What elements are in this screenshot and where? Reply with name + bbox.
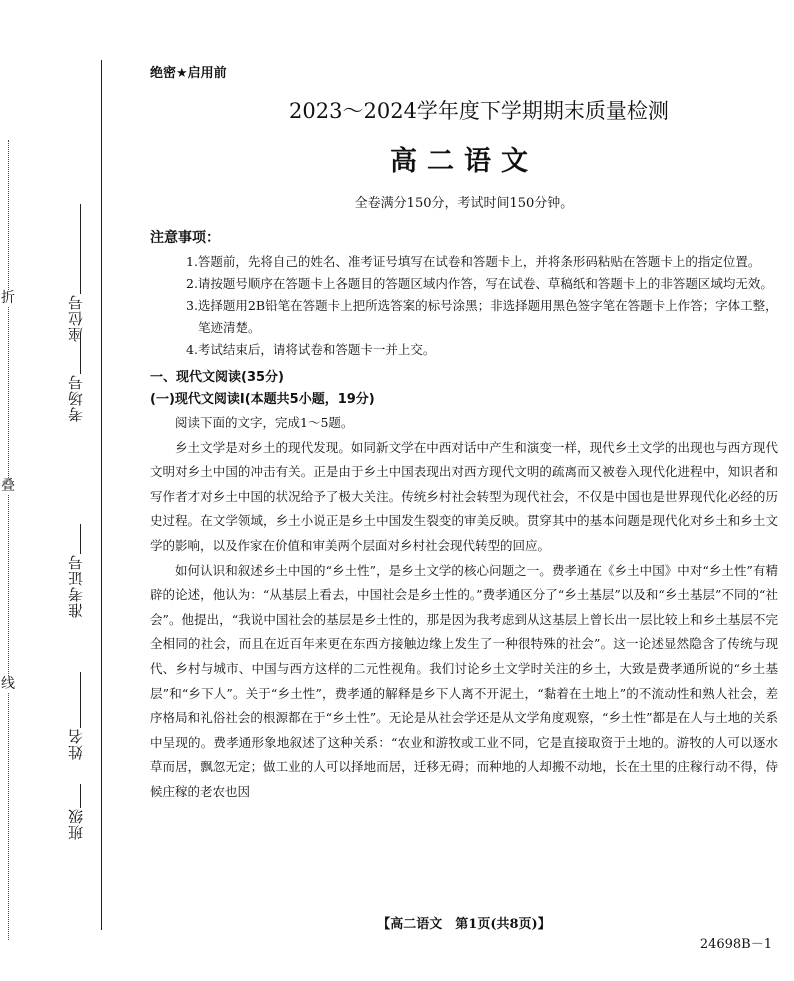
exam-info: 全卷满分150分，考试时间150分钟。 — [354, 196, 574, 211]
class-field[interactable] — [55, 780, 95, 840]
note-item: 4.考试结束后，请将试卷和答题卡一并上交。 — [186, 342, 436, 357]
exam-page — [150, 62, 778, 805]
passage-paragraph: 乡土文学是对乡土的现代发现。如同新文学在中西对话中产生和演变一样，现代乡土文学的出现也与西方现代文明对乡土中国的冲击有关。正是由于乡土中国表现出对西方现代文明的疏离而又被卷入现代化进程中，知识者和写作者才对乡土中国的状况给予了极大关注。传统乡村社会转型为现代社会，不仅是中国也是世界现代化必经的历史过程。在文学领域，乡土小说正是乡土中国发生裂变的审美反映。贯穿其中的基本问题是现代化对乡土和乡土文学的影响，以及作家在价值和审美两个层面对乡村社会现代转型的回应。 — [150, 439, 778, 553]
exam-room-field[interactable] — [55, 330, 95, 422]
secret-label: 绝密★启用前 — [150, 66, 227, 81]
name-field[interactable] — [55, 668, 95, 760]
section-title: 一、现代文阅读(35分) — [150, 370, 284, 385]
binding-margin — [0, 0, 150, 981]
dotted-fold-line — [8, 140, 9, 940]
seat-number-field[interactable] — [55, 200, 95, 342]
exam-title: 2023～2024学年度下学期期末质量检测 — [289, 99, 669, 123]
class-label: 班级 — [66, 808, 85, 840]
ticket-number-label: 准考证号 — [66, 554, 85, 618]
ticket-number-field[interactable] — [55, 520, 95, 618]
notes-title: 注意事项： — [150, 230, 220, 246]
note-item: 3.选择题用2B铅笔在答题卡上把所选答案的标号涂黑；非选择题用黑色签字笔在答题卡上作答；字体工整，笔迹清楚。 — [186, 298, 778, 335]
notes-list — [150, 251, 778, 361]
fold-char-xian: 线 — [1, 676, 15, 692]
seat-number-label: 座位号 — [66, 294, 85, 342]
page-footer: 【高二语文 第1页(共8页)】 — [377, 917, 551, 932]
passage-paragraph: 如何认识和叙述乡土中国的“乡土性”，是乡土文学的核心问题之一。费孝通在《乡土中国》中对“乡土性”有精辟的论述，他认为：“从基层上看去，中国社会是乡土性的。”费孝通区分了“乡土基层”以及和“乡土基层”不同的“社会”。他提出，“我说中国社会的基层是乡土性的，那是因为我考虑到从这基层上曾长出一层比较上和乡土基层不完全相同的社会，而且在近百年来更在东西方接触边缘上发生了一种很特殊的社会”。这一论述显然隐含了传统与现代、乡村与城市、中国与西方这样的二元性视角。我们讨论乡土文学时关注的乡土，大致是费孝通所说的“乡土基层”和“乡下人”。关于“乡土性”，费孝通的解释是乡下人离不开泥土，“黏着在土地上”的不流动性和熟人社会，差序格局和礼俗社会的根源都在于“乡土性”。无论是从社会学还是从文学角度观察，“乡土性”都是在人与土地的关系中呈现的。费孝通形象地叙述了这种关系：“农业和游牧或工业不同，它是直接取资于土地的。游牧的人可以逐水草而居，飘忽无定；做工业的人可以择地而居，迁移无碍；而种地的人却搬不动地，长在土里的庄稼行动不得，侍候庄稼的老农也因 — [150, 562, 778, 799]
note-item: 1.答题前，先将自己的姓名、准考证号填写在试卷和答题卡上，并将条形码粘贴在答题卡上的指定位置。 — [186, 254, 761, 269]
instruction: 阅读下面的文字，完成1～5题。 — [175, 415, 354, 430]
paper-code: 24698B－1 — [699, 937, 772, 952]
section-subtitle: (一)现代文阅读Ⅰ(本题共5小题，19分) — [150, 392, 375, 407]
fold-char-zhe: 折 — [1, 290, 15, 306]
name-label: 姓名 — [66, 728, 85, 760]
binding-solid-line — [101, 60, 102, 930]
fold-char-die: 叠 — [1, 478, 15, 494]
note-item: 2.请按题号顺序在答题卡上各题目的答题区域内作答，写在试卷、草稿纸和答题卡上的非答题区域均无效。 — [186, 276, 773, 291]
exam-room-label: 考场号 — [66, 374, 85, 422]
subject-title: 高二语文 — [390, 146, 538, 177]
